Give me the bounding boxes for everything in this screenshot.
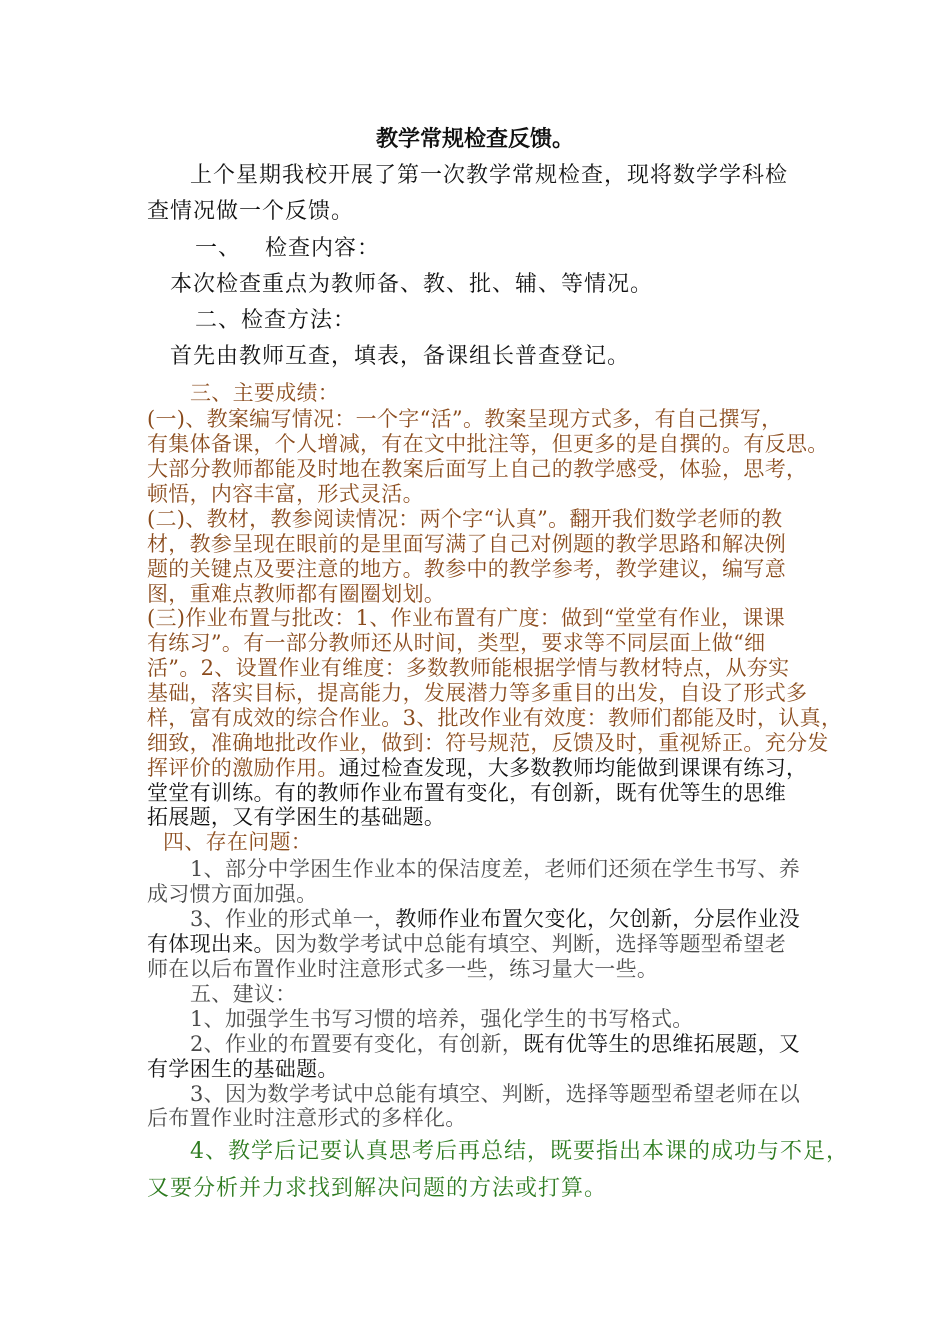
section3-dark-line: 拓展题，又有学困生的基础题。: [147, 805, 446, 829]
section1-heading-number: 一、: [195, 236, 242, 261]
intro-line-2: 查情况做一个反馈。: [147, 199, 355, 224]
section5-item3-line2: 后布置作业时注意形式的多样化。: [147, 1106, 467, 1130]
section1-body: 本次检查重点为教师备、教、批、辅、等情况。: [170, 272, 654, 297]
section5-item2-line1: [190, 1030, 800, 1058]
section4-item3-line2-dark: 有体现出来。: [147, 932, 275, 956]
section4-item3-line1: [190, 905, 800, 933]
intro-line-1: 上个星期我校开展了第一次教学常规检查，现将数学学科检: [190, 163, 789, 188]
section5-item2-line2: 有学困生的基础题。: [147, 1057, 339, 1081]
section3-line: 有练习”。有一部分教师还从时间，类型，要求等不同层面上做“细: [147, 631, 766, 655]
section3-line: 大部分教师都能及时地在教案后面写上自己的教学感受，体验，思考，: [147, 457, 808, 481]
section3-line: 题的关键点及要注意的地方。教参中的教学参考，教学建议，编写意: [147, 557, 786, 581]
section4-item3-gray: 3、作业的形式单一，: [190, 907, 396, 931]
section3-line: 顿悟，内容丰富，形式灵活。: [147, 482, 424, 506]
section5-item1: 1、加强学生书写习惯的培养，强化学生的书写格式。: [190, 1007, 694, 1031]
section5-item3-line1: 3、因为数学考试中总能有填空、判断，选择等题型希望老师在以: [190, 1082, 801, 1106]
section3-line: (三)作业布置与批改：1、作业布置有广度：做到“堂堂有作业，课课: [147, 606, 786, 630]
section3-line: 图，重难点教师都有圈圈划划。: [147, 582, 446, 606]
section4-item3-line2: [147, 930, 786, 958]
section3-mixed-dark: 通过检查发现，大多数教师均能做到课课有练习，: [338, 756, 808, 780]
section4-item3-dark: 教师作业布置欠变化，欠创新，分层作业没: [395, 907, 801, 931]
section5-item4-line2: 又要分析并力求找到解决问题的方法或打算。: [147, 1176, 608, 1201]
section5-item2-dark: 既有优等生的思维拓展题，又: [523, 1032, 801, 1056]
section5-item2-gray: 2、作业的布置要有变化，有创新，: [190, 1032, 524, 1056]
section4-item3-line3: 师在以后布置作业时注意形式多一些，练习量大一些。: [147, 957, 659, 981]
section3-line: (一)、教案编写情况：一个字“活”。教案呈现方式多，有自己撰写，: [147, 407, 783, 431]
document-title: 教学常规检查反馈。: [375, 126, 574, 152]
section3-line: 材，教参呈现在眼前的是里面写满了自己对例题的教学思路和解决例: [147, 532, 786, 556]
section1-heading: 检查内容：: [265, 236, 381, 261]
section3-mixed-brown: 挥评价的激励作用。: [147, 756, 339, 780]
section4-heading: 四、存在问题：: [163, 830, 313, 854]
section3-heading: 三、主要成绩：: [190, 381, 340, 405]
section3-mixed-line: [147, 754, 807, 782]
section5-heading: 五、建议：: [190, 982, 297, 1006]
section4-item1-line2: 成习惯方面加强。: [147, 882, 318, 906]
section2-body: 首先由教师互查，填表，备课组长普查登记。: [170, 344, 631, 369]
section4-item1-line1: 1、部分中学困生作业本的保洁度差，老师们还须在学生书写、养: [190, 857, 801, 881]
section2-heading: 二、检查方法：: [195, 308, 357, 333]
section3-line: 基础，落实目标，提高能力，发展潜力等多重目的出发，自设了形式多: [147, 681, 808, 705]
section3-line: 样，富有成效的综合作业。3、批改作业有效度：教师们都能及时，认真，: [147, 706, 843, 730]
section3-dark-line: 堂堂有训练。有的教师作业布置有变化，有创新，既有优等生的思维: [147, 781, 786, 805]
section5-item4-line1: 4、教学后记要认真思考后再总结，既要指出本课的成功与不足，: [190, 1139, 849, 1164]
section3-line: 活”。2、设置作业有维度：多数教师能根据学情与教材特点，从夯实: [147, 656, 790, 680]
section3-line: (二)、教材，教参阅读情况：两个字“认真”。翻开我们数学老师的教: [147, 507, 783, 531]
section4-item3-line2-gray: 因为数学考试中总能有填空、判断，选择等题型希望老: [274, 932, 787, 956]
section3-line: 有集体备课，个人增减，有在文中批注等，但更多的是自撰的。有反思。: [147, 432, 829, 456]
section3-line: 细致，准确地批改作业，做到：符号规范，反馈及时，重视矫正。充分发: [147, 731, 829, 755]
